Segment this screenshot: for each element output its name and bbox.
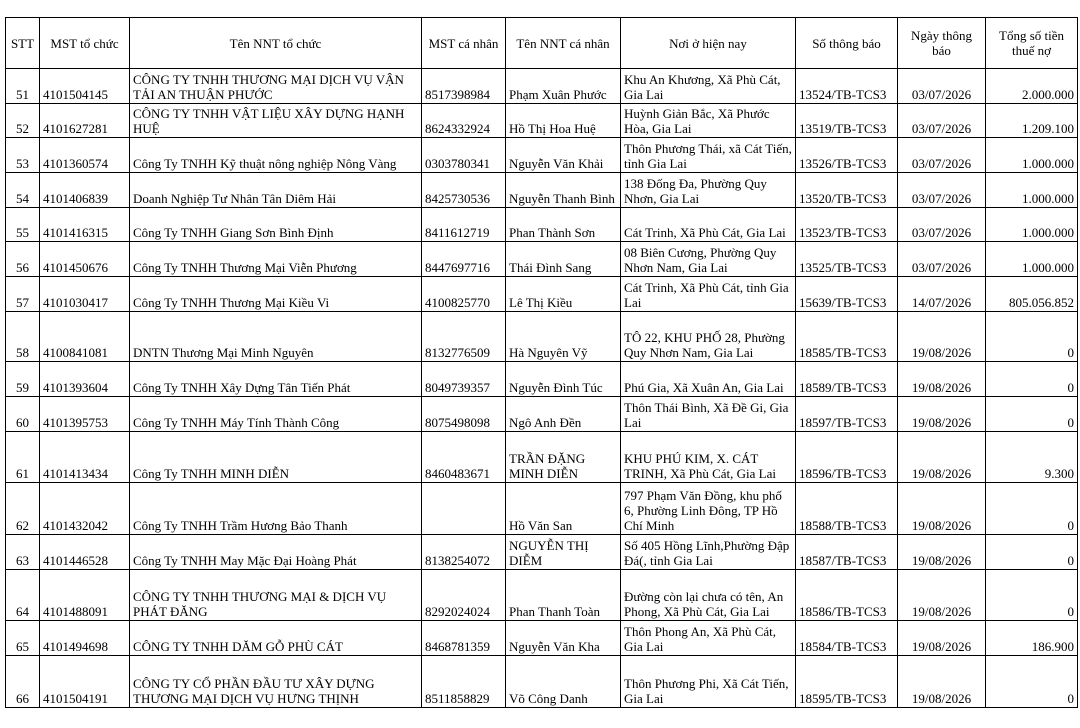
cell-notice-no: 13526/TB-TCS3	[796, 138, 898, 173]
cell-notice-date: 14/07/2026	[898, 277, 986, 312]
cell-person-name: Ngô Anh Đền	[506, 397, 621, 432]
document-page	[5, 17, 1078, 708]
cell-stt: 65	[6, 621, 40, 656]
cell-mst-org: 4101450676	[40, 242, 130, 277]
cell-stt: 53	[6, 138, 40, 173]
cell-notice-no: 18586/TB-TCS3	[796, 570, 898, 621]
cell-person-name: Hà Nguyên Vỹ	[506, 312, 621, 362]
cell-mst-person: 8468781359	[422, 621, 506, 656]
cell-mst-person: 8447697716	[422, 242, 506, 277]
cell-total-debt: 1.000.000	[986, 138, 1078, 173]
cell-person-name: Võ Công Danh	[506, 656, 621, 708]
cell-person-name: Nguyễn Đình Túc	[506, 362, 621, 397]
cell-total-debt: 805.056.852	[986, 277, 1078, 312]
table-row	[6, 277, 1078, 312]
tax-debt-table	[5, 17, 1078, 708]
cell-address: 08 Biên Cương, Phường Quy Nhơn Nam, Gia Lai	[621, 242, 796, 277]
cell-org-name: Công Ty TNHH May Mặc Đại Hoàng Phát	[130, 535, 422, 570]
cell-notice-date: 19/08/2026	[898, 621, 986, 656]
cell-stt: 59	[6, 362, 40, 397]
cell-notice-date: 19/08/2026	[898, 656, 986, 708]
cell-address: Thôn Phương Phi, Xã Cát Tiến, Gia Lai	[621, 656, 796, 708]
cell-notice-date: 19/08/2026	[898, 570, 986, 621]
table-row	[6, 312, 1078, 362]
cell-address: Thôn Phương Thái, xã Cát Tiến, tỉnh Gia Lai	[621, 138, 796, 173]
cell-total-debt: 1.000.000	[986, 208, 1078, 242]
cell-mst-person: 8049739357	[422, 362, 506, 397]
cell-mst-org: 4101360574	[40, 138, 130, 173]
cell-person-name: Nguyễn Văn Khải	[506, 138, 621, 173]
cell-notice-date: 19/08/2026	[898, 483, 986, 535]
cell-notice-date: 03/07/2026	[898, 138, 986, 173]
cell-notice-date: 03/07/2026	[898, 69, 986, 104]
cell-notice-no: 18587/TB-TCS3	[796, 535, 898, 570]
table-row	[6, 432, 1078, 483]
cell-person-name: Hồ Thị Hoa Huệ	[506, 104, 621, 138]
cell-total-debt: 0	[986, 570, 1078, 621]
cell-mst-org: 4101413434	[40, 432, 130, 483]
cell-total-debt: 0	[986, 397, 1078, 432]
cell-stt: 57	[6, 277, 40, 312]
cell-stt: 55	[6, 208, 40, 242]
cell-stt: 61	[6, 432, 40, 483]
cell-mst-person: 8292024024	[422, 570, 506, 621]
cell-address: Thôn Thái Bình, Xã Đề Gi, Gia Lai	[621, 397, 796, 432]
cell-mst-org: 4101416315	[40, 208, 130, 242]
cell-org-name: CÔNG TY TNHH THƯƠNG MẠI DỊCH VỤ VẬN TẢI AN THUẬN PHƯỚC	[130, 69, 422, 104]
header-address: Nơi ở hiện nay	[621, 18, 796, 69]
cell-total-debt: 0	[986, 312, 1078, 362]
table-row	[6, 242, 1078, 277]
cell-mst-org: 4101446528	[40, 535, 130, 570]
header-notice-no: Số thông báo	[796, 18, 898, 69]
cell-stt: 63	[6, 535, 40, 570]
cell-total-debt: 0	[986, 362, 1078, 397]
header-mst-org: MST tổ chức	[40, 18, 130, 69]
cell-stt: 54	[6, 173, 40, 208]
cell-stt: 66	[6, 656, 40, 708]
cell-org-name: Công Ty TNHH Máy Tính Thành Công	[130, 397, 422, 432]
cell-notice-no: 18595/TB-TCS3	[796, 656, 898, 708]
cell-mst-person: 8517398984	[422, 69, 506, 104]
cell-address: 138 Đống Đa, Phường Quy Nhơn, Gia Lai	[621, 173, 796, 208]
cell-mst-org: 4101504145	[40, 69, 130, 104]
cell-stt: 60	[6, 397, 40, 432]
cell-address: 797 Phạm Văn Đồng, khu phố 6, Phường Linh Đông, TP Hồ Chí Minh	[621, 483, 796, 535]
cell-org-name: CÔNG TY TNHH VẬT LIỆU XÂY DỰNG HẠNH HUỆ	[130, 104, 422, 138]
cell-mst-org: 4101627281	[40, 104, 130, 138]
table-row	[6, 173, 1078, 208]
header-org-name: Tên NNT tổ chức	[130, 18, 422, 69]
cell-address: Khu An Khương, Xã Phù Cát, Gia Lai	[621, 69, 796, 104]
cell-mst-person: 0303780341	[422, 138, 506, 173]
cell-mst-org: 4101504191	[40, 656, 130, 708]
cell-address: TÔ 22, KHU PHỐ 28, Phường Quy Nhơn Nam, Gia Lai	[621, 312, 796, 362]
cell-total-debt: 0	[986, 483, 1078, 535]
cell-org-name: CÔNG TY TNHH DĂM GỖ PHÙ CÁT	[130, 621, 422, 656]
cell-mst-org: 4101030417	[40, 277, 130, 312]
cell-total-debt: 1.000.000	[986, 242, 1078, 277]
cell-total-debt: 0	[986, 656, 1078, 708]
cell-total-debt: 9.300	[986, 432, 1078, 483]
cell-total-debt: 1.209.100	[986, 104, 1078, 138]
cell-person-name: Nguyễn Văn Kha	[506, 621, 621, 656]
cell-mst-org: 4101395753	[40, 397, 130, 432]
cell-notice-date: 03/07/2026	[898, 242, 986, 277]
cell-mst-person: 8411612719	[422, 208, 506, 242]
header-stt: STT	[6, 18, 40, 69]
cell-person-name: Lê Thị Kiều	[506, 277, 621, 312]
cell-org-name: CÔNG TY CỔ PHẦN ĐẦU TƯ XÂY DỰNG THƯƠNG MẠI DỊCH VỤ HƯNG THỊNH	[130, 656, 422, 708]
table-row	[6, 104, 1078, 138]
header-person-name: Tên NNT cá nhân	[506, 18, 621, 69]
cell-org-name: Công Ty TNHH Xây Dựng Tân Tiến Phát	[130, 362, 422, 397]
cell-person-name: Phạm Xuân Phước	[506, 69, 621, 104]
table-row	[6, 138, 1078, 173]
cell-mst-person: 8460483671	[422, 432, 506, 483]
table-row	[6, 397, 1078, 432]
cell-org-name: Công Ty TNHH MINH DIỄN	[130, 432, 422, 483]
cell-mst-person: 8138254072	[422, 535, 506, 570]
cell-person-name: Phan Thành Sơn	[506, 208, 621, 242]
cell-notice-date: 19/08/2026	[898, 312, 986, 362]
table-row	[6, 69, 1078, 104]
cell-notice-no: 15639/TB-TCS3	[796, 277, 898, 312]
cell-notice-no: 13519/TB-TCS3	[796, 104, 898, 138]
cell-mst-org: 4101488091	[40, 570, 130, 621]
cell-address: Cát Trinh, Xã Phù Cát, Gia Lai	[621, 208, 796, 242]
cell-mst-org: 4101406839	[40, 173, 130, 208]
cell-notice-date: 03/07/2026	[898, 173, 986, 208]
table-row	[6, 362, 1078, 397]
cell-person-name: Phan Thanh Toàn	[506, 570, 621, 621]
table-row	[6, 483, 1078, 535]
cell-total-debt: 2.000.000	[986, 69, 1078, 104]
cell-notice-date: 03/07/2026	[898, 104, 986, 138]
table-row	[6, 208, 1078, 242]
cell-notice-no: 18588/TB-TCS3	[796, 483, 898, 535]
cell-mst-person: 8511858829	[422, 656, 506, 708]
cell-org-name: DNTN Thương Mại Minh Nguyên	[130, 312, 422, 362]
table-row	[6, 535, 1078, 570]
cell-address: KHU PHÚ KIM, X. CÁT TRINH, Xã Phù Cát, Gia Lai	[621, 432, 796, 483]
cell-mst-org: 4101393604	[40, 362, 130, 397]
cell-mst-person: 8075498098	[422, 397, 506, 432]
cell-total-debt: 186.900	[986, 621, 1078, 656]
cell-address: Đường còn lại chưa có tên, An Phong, Xã Phù Cát, Gia Lai	[621, 570, 796, 621]
cell-org-name: Doanh Nghiệp Tư Nhân Tân Diêm Hải	[130, 173, 422, 208]
cell-org-name: Công Ty TNHH Kỹ thuật nông nghiệp Nông Vàng	[130, 138, 422, 173]
cell-notice-date: 19/08/2026	[898, 535, 986, 570]
cell-mst-org: 4101494698	[40, 621, 130, 656]
cell-org-name: Công Ty TNHH Giang Sơn Bình Định	[130, 208, 422, 242]
cell-notice-no: 13520/TB-TCS3	[796, 173, 898, 208]
cell-total-debt: 1.000.000	[986, 173, 1078, 208]
cell-address: Số 405 Hồng Lĩnh,Phường Đập Đá(, tỉnh Gia Lai	[621, 535, 796, 570]
cell-notice-no: 13524/TB-TCS3	[796, 69, 898, 104]
cell-notice-no: 18597/TB-TCS3	[796, 397, 898, 432]
cell-address: Phú Gia, Xã Xuân An, Gia Lai	[621, 362, 796, 397]
cell-address: Thôn Phong An, Xã Phù Cát, Gia Lai	[621, 621, 796, 656]
cell-stt: 56	[6, 242, 40, 277]
header-mst-person: MST cá nhân	[422, 18, 506, 69]
cell-org-name: Công Ty TNHH Trầm Hương Bảo Thanh	[130, 483, 422, 535]
cell-mst-person: 8624332924	[422, 104, 506, 138]
cell-person-name: Hồ Văn San	[506, 483, 621, 535]
cell-mst-person: 8132776509	[422, 312, 506, 362]
cell-notice-date: 19/08/2026	[898, 362, 986, 397]
cell-notice-no: 18596/TB-TCS3	[796, 432, 898, 483]
cell-notice-date: 19/08/2026	[898, 397, 986, 432]
table-row	[6, 621, 1078, 656]
cell-person-name: Thái Đình Sang	[506, 242, 621, 277]
cell-person-name: TRẦN ĐẶNG MINH DIỄN	[506, 432, 621, 483]
cell-mst-person: 8425730536	[422, 173, 506, 208]
header-total-debt: Tổng số tiền thuế nợ	[986, 18, 1078, 69]
cell-total-debt: 0	[986, 535, 1078, 570]
cell-stt: 52	[6, 104, 40, 138]
cell-notice-date: 19/08/2026	[898, 432, 986, 483]
cell-notice-no: 18585/TB-TCS3	[796, 312, 898, 362]
header-row	[6, 18, 1078, 69]
cell-stt: 58	[6, 312, 40, 362]
cell-address: Huỳnh Giản Bắc, Xã Phước Hòa, Gia Lai	[621, 104, 796, 138]
cell-person-name: Nguyễn Thanh Bình	[506, 173, 621, 208]
table-row	[6, 570, 1078, 621]
cell-mst-org: 4100841081	[40, 312, 130, 362]
header-notice-date: Ngày thông báo	[898, 18, 986, 69]
cell-mst-org: 4101432042	[40, 483, 130, 535]
cell-notice-no: 13525/TB-TCS3	[796, 242, 898, 277]
cell-mst-person: 4100825770	[422, 277, 506, 312]
cell-notice-no: 18584/TB-TCS3	[796, 621, 898, 656]
cell-stt: 62	[6, 483, 40, 535]
cell-org-name: CÔNG TY TNHH THƯƠNG MẠI & DỊCH VỤ PHÁT ĐĂNG	[130, 570, 422, 621]
cell-org-name: Công Ty TNHH Thương Mại Viễn Phương	[130, 242, 422, 277]
cell-notice-date: 03/07/2026	[898, 208, 986, 242]
cell-person-name: NGUYỄN THỊ DIỄM	[506, 535, 621, 570]
cell-mst-person	[422, 483, 506, 535]
cell-org-name: Công Ty TNHH Thương Mại Kiều Vi	[130, 277, 422, 312]
cell-stt: 51	[6, 69, 40, 104]
cell-stt: 64	[6, 570, 40, 621]
table-row	[6, 656, 1078, 708]
cell-address: Cát Trinh, Xã Phù Cát, tỉnh Gia Lai	[621, 277, 796, 312]
cell-notice-no: 13523/TB-TCS3	[796, 208, 898, 242]
cell-notice-no: 18589/TB-TCS3	[796, 362, 898, 397]
